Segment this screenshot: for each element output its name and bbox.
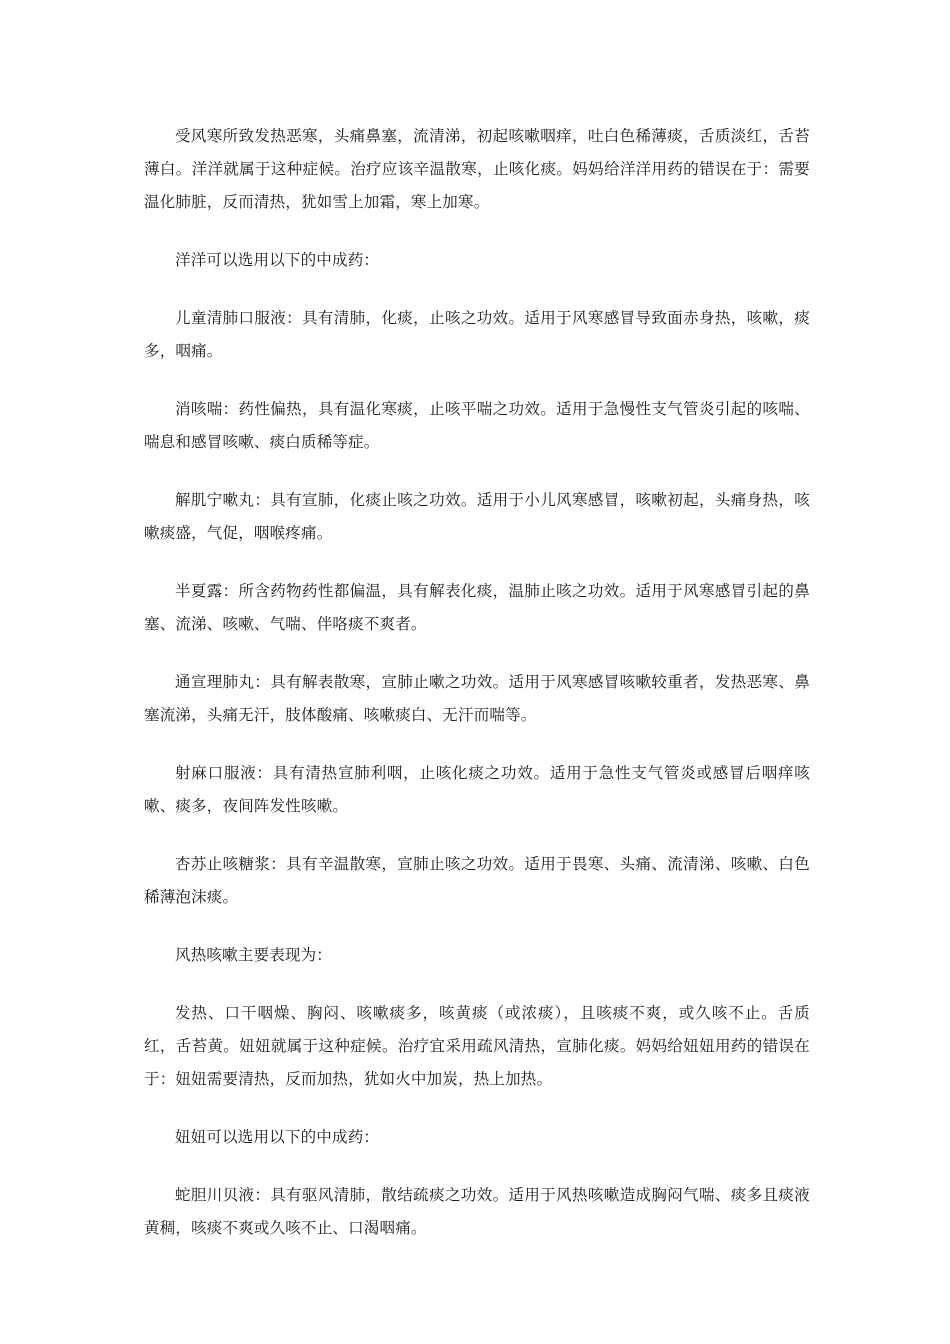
- paragraph-medicine-jiejining-sou: 解肌宁嗽丸：具有宣肺，化痰止咳之功效。适用于小儿风寒感冒，咳嗽初起，头痛身热，咳嗽痰盛，气促，咽喉疼痛。: [144, 491, 810, 542]
- paragraph-wind-heat-symptoms: 发热、口干咽燥、胸闷、咳嗽痰多，咳黄痰（或浓痰），且咳痰不爽，或久咳不止。舌质红，舌苔黄。妞妞就属于这种症候。治疗宜采用疏风清热，宣肺化痰。妈妈给妞妞用药的错误在于：妞妞需要清热，反而加热，犹如火中加炭，热上加热。: [144, 1004, 810, 1088]
- paragraph-medicine-xingsu: 杏苏止咳糖浆：具有辛温散寒，宣肺止咳之功效。适用于畏寒、头痛、流清涕、咳嗽、白色稀薄泡沫痰。: [144, 855, 810, 906]
- paragraph-medicine-ertong-qingfei: 儿童清肺口服液：具有清肺，化痰，止咳之功效。适用于风寒感冒导致面赤身热，咳嗽，痰多，咽痛。: [144, 309, 810, 360]
- paragraph-niuniu-medicines-heading: 妞妞可以选用以下的中成药：: [175, 1128, 380, 1146]
- paragraph-wind-heat-heading: 风热咳嗽主要表现为：: [175, 946, 333, 964]
- document-body: [144, 120, 810, 1270]
- paragraph-medicine-tongxuan-lifei: 通宣理肺丸：具有解表散寒，宣肺止嗽之功效。适用于风寒感冒咳嗽较重者，发热恶寒、鼻塞流涕，头痛无汗，肢体酸痛、咳嗽痰白、无汗而喘等。: [144, 673, 810, 724]
- paragraph-yangyang-medicines-heading: 洋洋可以选用以下的中成药：: [175, 251, 380, 269]
- paragraph-wind-cold-symptoms: 受风寒所致发热恶寒，头痛鼻塞，流清涕，初起咳嗽咽痒，吐白色稀薄痰，舌质淡红，舌苔薄白。洋洋就属于这种症候。治疗应该辛温散寒，止咳化痰。妈妈给洋洋用药的错误在于：需要温化肺脏，反而清热，犹如雪上加霜，寒上加寒。: [144, 127, 810, 211]
- paragraph-medicine-shema: 射麻口服液：具有清热宣肺利咽，止咳化痰之功效。适用于急性支气管炎或感冒后咽痒咳嗽、痰多，夜间阵发性咳嗽。: [144, 764, 810, 815]
- paragraph-medicine-shedan-chuanbei: 蛇胆川贝液：具有驱风清肺，散结疏痰之功效。适用于风热咳嗽造成胸闷气喘、痰多且痰液黄稠，咳痰不爽或久咳不止、口渴咽痛。: [144, 1186, 810, 1237]
- paragraph-medicine-xiaokechuan: 消咳喘：药性偏热，具有温化寒痰，止咳平喘之功效。适用于急慢性支气管炎引起的咳喘、喘息和感冒咳嗽、痰白质稀等症。: [144, 400, 810, 451]
- paragraph-medicine-banxialu: 半夏露：所含药物药性都偏温，具有解表化痰，温肺止咳之功效。适用于风寒感冒引起的鼻塞、流涕、咳嗽、气喘、伴咯痰不爽者。: [144, 582, 810, 633]
